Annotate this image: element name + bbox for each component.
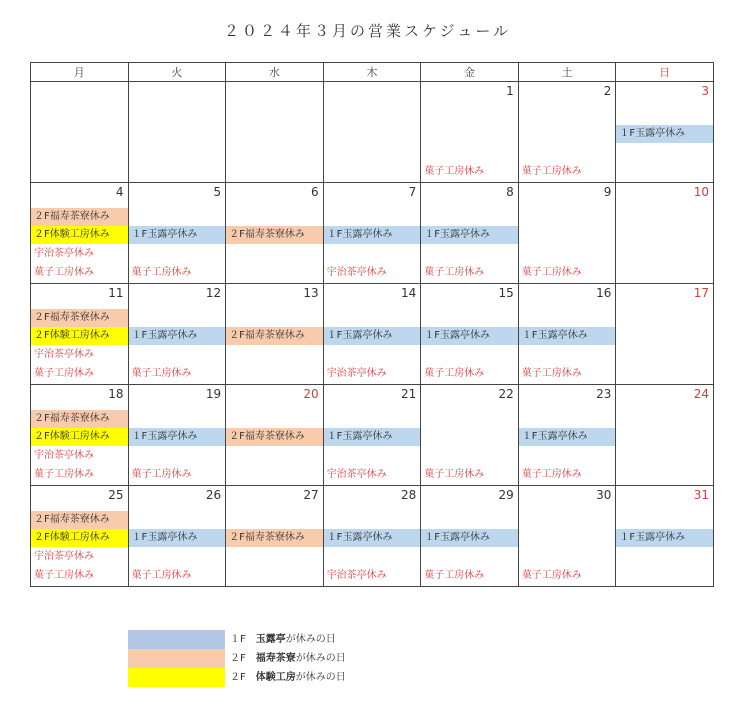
legend-swatch-orange bbox=[128, 649, 225, 668]
day-cell bbox=[128, 385, 226, 486]
day-number: 31 bbox=[693, 488, 709, 502]
day-number: 10 bbox=[693, 185, 709, 199]
closure-event: 菓子工房休み bbox=[34, 570, 94, 581]
day-cell bbox=[421, 486, 519, 587]
closure-event: 菓子工房休み bbox=[424, 166, 485, 177]
day-cell bbox=[518, 284, 616, 385]
closure-event: 菓子工房休み bbox=[131, 570, 192, 581]
weekday-tue: 火 bbox=[128, 63, 226, 82]
closure-event: １F玉露亭休み bbox=[324, 327, 421, 345]
week-row bbox=[31, 385, 714, 486]
closure-event: ２F福寿茶寮休み bbox=[226, 529, 323, 547]
closure-event: ２F福寿茶寮休み bbox=[31, 410, 128, 428]
day-number: 30 bbox=[596, 488, 612, 502]
day-cell bbox=[421, 385, 519, 486]
closure-event: １F玉露亭休み bbox=[616, 529, 713, 547]
day-cell bbox=[31, 284, 129, 385]
closure-event: １F玉露亭休み bbox=[129, 428, 226, 446]
closure-event: 菓子工房休み bbox=[34, 469, 94, 480]
day-number: 16 bbox=[596, 286, 612, 300]
day-cell bbox=[31, 486, 129, 587]
legend-swatch-blue bbox=[128, 630, 225, 649]
day-number: 22 bbox=[498, 387, 514, 401]
closure-event: 宇治茶亭休み bbox=[34, 450, 94, 461]
closure-event: 菓子工房休み bbox=[131, 469, 192, 480]
closure-event: ２F福寿茶寮休み bbox=[226, 226, 323, 244]
closure-event: 菓子工房休み bbox=[424, 469, 485, 480]
week-row bbox=[31, 486, 714, 587]
legend-name: 福寿茶寮 bbox=[255, 653, 296, 664]
day-number: 25 bbox=[108, 488, 124, 502]
day-cell bbox=[31, 183, 129, 284]
closure-event: １F玉露亭休み bbox=[519, 327, 616, 345]
legend-floor: ２F bbox=[230, 672, 246, 683]
legend-floor: ２F bbox=[230, 653, 246, 664]
day-cell bbox=[226, 183, 324, 284]
closure-event: 菓子工房休み bbox=[521, 166, 582, 177]
weekday-header-row bbox=[31, 63, 714, 82]
day-cell bbox=[323, 486, 421, 587]
closure-event: ２F体験工房休み bbox=[31, 529, 128, 547]
legend-name: 体験工房 bbox=[255, 672, 296, 683]
weekday-wed: 水 bbox=[226, 63, 324, 82]
closure-event: 菓子工房休み bbox=[424, 368, 485, 379]
day-number: 19 bbox=[205, 387, 222, 401]
closure-event: 宇治茶亭休み bbox=[34, 349, 94, 360]
closure-event: 菓子工房休み bbox=[521, 368, 582, 379]
day-cell bbox=[323, 385, 421, 486]
legend-label bbox=[230, 668, 346, 687]
closure-event: １F玉露亭休み bbox=[324, 226, 421, 244]
closure-event: 宇治茶亭休み bbox=[34, 248, 94, 259]
day-number: 29 bbox=[498, 488, 514, 502]
day-number: 3 bbox=[701, 84, 709, 98]
closure-event: 菓子工房休み bbox=[521, 469, 582, 480]
legend-suffix: が休みの日 bbox=[295, 672, 346, 683]
legend-suffix: が休みの日 bbox=[285, 634, 336, 645]
day-cell bbox=[518, 82, 616, 183]
closure-event: １F玉露亭休み bbox=[129, 226, 226, 244]
closure-event: ２F福寿茶寮休み bbox=[226, 428, 323, 446]
closure-event: ２F体験工房休み bbox=[31, 327, 128, 345]
legend-name: 玉露亭 bbox=[255, 634, 286, 645]
closure-event: 菓子工房休み bbox=[34, 368, 94, 379]
day-number: 6 bbox=[311, 185, 319, 199]
day-cell bbox=[31, 82, 129, 183]
day-cell bbox=[226, 284, 324, 385]
day-cell bbox=[323, 183, 421, 284]
weekday-mon: 月 bbox=[31, 63, 129, 82]
closure-event: ２F体験工房休み bbox=[31, 428, 128, 446]
day-number: 18 bbox=[108, 387, 124, 401]
legend-swatch-yellow bbox=[128, 668, 225, 687]
calendar-body bbox=[31, 82, 714, 587]
closure-event: １F玉露亭休み bbox=[129, 529, 226, 547]
day-number: 20 bbox=[303, 387, 319, 401]
legend-label bbox=[230, 630, 336, 649]
day-cell bbox=[128, 284, 226, 385]
week-row bbox=[31, 183, 714, 284]
weekday-fri: 金 bbox=[421, 63, 519, 82]
weekday-sat: 土 bbox=[518, 63, 616, 82]
day-cell bbox=[616, 486, 714, 587]
closure-event: １F玉露亭休み bbox=[324, 428, 421, 446]
day-number: 26 bbox=[205, 488, 222, 502]
day-cell bbox=[518, 486, 616, 587]
day-number: 11 bbox=[108, 286, 124, 300]
day-cell bbox=[226, 82, 324, 183]
day-number: 7 bbox=[408, 185, 417, 199]
closure-event: 宇治茶亭休み bbox=[326, 368, 387, 379]
day-number: 21 bbox=[400, 387, 417, 401]
day-cell bbox=[31, 385, 129, 486]
day-number: 9 bbox=[603, 185, 612, 199]
day-cell bbox=[616, 183, 714, 284]
closure-event: １F玉露亭休み bbox=[421, 529, 518, 547]
day-number: 12 bbox=[205, 286, 222, 300]
day-cell bbox=[323, 284, 421, 385]
closure-event: 菓子工房休み bbox=[34, 267, 94, 278]
legend-label bbox=[230, 649, 346, 668]
day-cell bbox=[128, 183, 226, 284]
closure-event: ２F福寿茶寮休み bbox=[31, 511, 128, 529]
day-number: 28 bbox=[400, 488, 417, 502]
closure-event: １F玉露亭休み bbox=[519, 428, 616, 446]
day-number: 8 bbox=[506, 185, 514, 199]
week-row bbox=[31, 82, 714, 183]
day-number: 4 bbox=[115, 185, 124, 199]
weekday-sun: 日 bbox=[616, 63, 714, 82]
closure-event: 菓子工房休み bbox=[521, 267, 582, 278]
day-number: 5 bbox=[213, 185, 222, 199]
day-cell bbox=[518, 183, 616, 284]
day-number: 2 bbox=[603, 84, 612, 98]
closure-event: ２F福寿茶寮休み bbox=[31, 309, 128, 327]
closure-event: 宇治茶亭休み bbox=[326, 267, 387, 278]
day-number: 24 bbox=[693, 387, 709, 401]
day-number: 27 bbox=[303, 488, 319, 502]
closure-event: 菓子工房休み bbox=[131, 368, 192, 379]
day-cell bbox=[128, 82, 226, 183]
closure-event: ２F体験工房休み bbox=[31, 226, 128, 244]
closure-event: １F玉露亭休み bbox=[421, 226, 518, 244]
closure-event: 菓子工房休み bbox=[521, 570, 582, 581]
day-number: 13 bbox=[303, 286, 319, 300]
closure-event: ２F福寿茶寮休み bbox=[226, 327, 323, 345]
legend-suffix: が休みの日 bbox=[295, 653, 346, 664]
day-cell bbox=[323, 82, 421, 183]
day-cell bbox=[616, 82, 714, 183]
week-row bbox=[31, 284, 714, 385]
day-cell bbox=[518, 385, 616, 486]
day-cell bbox=[616, 284, 714, 385]
closure-event: 宇治茶亭休み bbox=[326, 570, 387, 581]
day-number: 15 bbox=[498, 286, 514, 300]
closure-event: １F玉露亭休み bbox=[421, 327, 518, 345]
closure-event: １F玉露亭休み bbox=[616, 125, 713, 143]
legend-floor: １F bbox=[230, 634, 246, 645]
closure-event: １F玉露亭休み bbox=[129, 327, 226, 345]
day-cell bbox=[226, 385, 324, 486]
calendar-grid bbox=[30, 62, 714, 587]
closure-event: 菓子工房休み bbox=[424, 267, 485, 278]
day-cell bbox=[421, 183, 519, 284]
closure-event: 宇治茶亭休み bbox=[34, 551, 94, 562]
closure-event: １F玉露亭休み bbox=[324, 529, 421, 547]
day-number: 17 bbox=[693, 286, 709, 300]
day-cell bbox=[616, 385, 714, 486]
page-title: ２０２４年３月の営業スケジュール bbox=[223, 22, 512, 40]
closure-event: 菓子工房休み bbox=[131, 267, 192, 278]
closure-event: 宇治茶亭休み bbox=[326, 469, 387, 480]
day-cell bbox=[421, 284, 519, 385]
day-number: 1 bbox=[506, 84, 514, 98]
day-cell bbox=[421, 82, 519, 183]
day-cell bbox=[226, 486, 324, 587]
closure-event: 菓子工房休み bbox=[424, 570, 485, 581]
day-number: 14 bbox=[400, 286, 417, 300]
day-cell bbox=[128, 486, 226, 587]
day-number: 23 bbox=[596, 387, 612, 401]
weekday-thu: 木 bbox=[323, 63, 421, 82]
closure-event: ２F福寿茶寮休み bbox=[31, 208, 128, 226]
